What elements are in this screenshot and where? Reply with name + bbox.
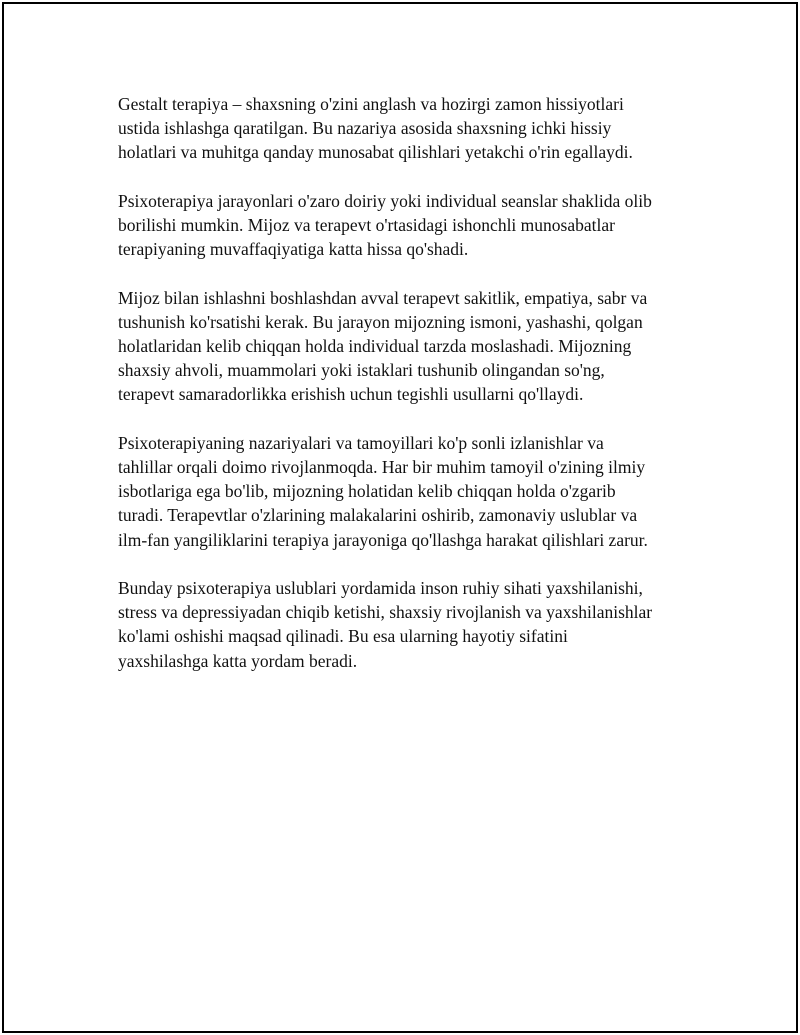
text-line: isbotlariga ega bo'lib, mijozning holatidan kelib chiqqan holda o'zgarib — [118, 481, 616, 502]
text-line: ilm-fan yangiliklarini terapiya jarayoniga qo'llashga harakat qilishlari zarur. — [118, 529, 648, 550]
text-line: tahlillar orqali doimo rivojlanmoqda. Har bir muhim tamoyil o'zining ilmiy — [118, 457, 646, 477]
text-line: terapiyaning muvaffaqiyatiga katta hissa qo'shadi. — [118, 239, 469, 260]
text-line: yaxshilashga katta yordam beradi. — [118, 650, 358, 671]
document-body — [118, 92, 698, 697]
paragraph-2 — [118, 189, 698, 262]
text-line: Gestalt terapiya – shaxsning o'zini anglash va hozirgi zamon hissiyotlari — [118, 94, 624, 114]
text-line: ko'lami oshishi maqsad qilinadi. Bu esa ularning hayotiy sifatini — [118, 626, 568, 647]
text-line: Bunday psixoterapiya uslublari yordamida inson ruhiy sihati yaxshilanishi, — [118, 578, 643, 598]
paragraph-5 — [118, 576, 698, 673]
paragraph-3 — [118, 286, 698, 407]
text-line: holatlari va muhitga qanday munosabat qilishlari yetakchi o'rin egallaydi. — [118, 142, 633, 163]
text-line: Mijoz bilan ishlashni boshlashdan avval terapevt sakitlik, empatiya, sabr va — [118, 287, 648, 308]
text-line: terapevt samaradorlikka erishish uchun tegishli usullarni qo'llaydi. — [118, 384, 584, 405]
text-line: turadi. Terapevtlar o'zlarining malakalarini oshirib, zamonaviy uslublar va — [118, 505, 638, 526]
paragraph-4 — [118, 431, 698, 552]
paragraph-1 — [118, 92, 698, 165]
text-line: Psixoterapiya jarayonlari o'zaro doiriy yoki individual seanslar shaklida olib — [118, 190, 652, 211]
text-line: tushunish ko'rsatishi kerak. Bu jarayon mijozning ismoni, yashashi, qolgan — [118, 311, 643, 332]
text-line: Psixoterapiyaning nazariyalari va tamoyillari ko'p sonli izlanishlar va — [118, 432, 604, 453]
text-line: holatlaridan kelib chiqqan holda individual tarzda moslashadi. Mijozning — [118, 336, 632, 356]
text-line: borilishi mumkin. Mijoz va terapevt o'rtasidagi ishonchli munosabatlar — [118, 215, 615, 235]
text-line: ustida ishlashga qaratilgan. Bu nazariya asosida shaxsning ichki hissiy — [118, 118, 612, 139]
text-line: shaxsiy ahvoli, muammolari yoki istaklari tushunib olingandan so'ng, — [118, 360, 605, 381]
text-line: stress va depressiyadan chiqib ketishi, shaxsiy rivojlanish va yaxshilanishlar — [118, 602, 653, 623]
